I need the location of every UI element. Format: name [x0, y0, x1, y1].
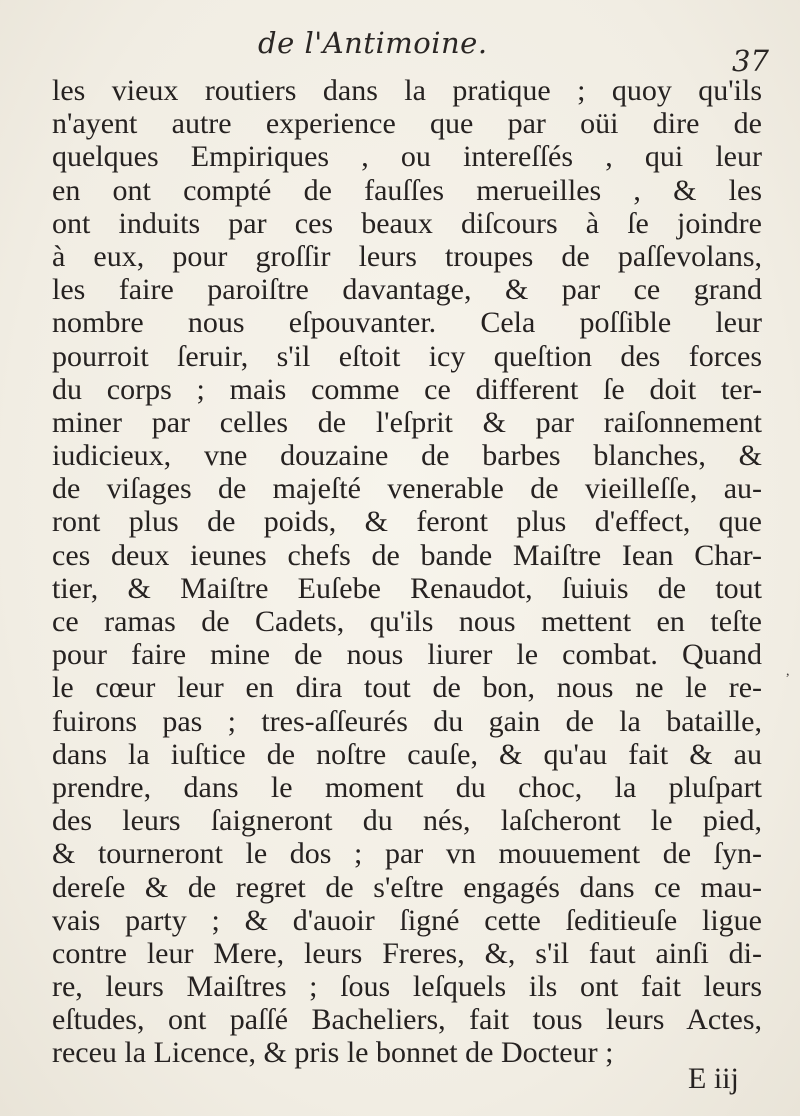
text-line: du corps ; mais comme ce different ſe doit ter-: [52, 372, 762, 406]
text-line: miner par celles de l'eſprit & par raiſonnement: [52, 405, 762, 439]
text-line: vais party ; & d'auoir ſigné cette ſeditieuſe ligue: [52, 903, 762, 937]
text-line: tier, & Maiſtre Euſebe Renaudot, ſuiuis de tout: [52, 571, 762, 605]
text-line: & tourneront le dos ; par vn mouuement de ſyn-: [52, 837, 762, 871]
text-line: dereſe & de regret de s'eſtre engagés dans ce mau-: [52, 870, 762, 904]
text-line: prendre, dans le moment du choc, la pluſpart: [52, 770, 762, 804]
text-line: nombre nous eſpouvanter. Cela poſſible leur: [52, 306, 762, 340]
text-line: les vieux routiers dans la pratique ; quoy qu'ils: [52, 74, 762, 107]
text-line: n'ayent autre experience que par oüi dire de: [52, 107, 762, 141]
text-line: re, leurs Maiſtres ; ſous leſquels ils ont fait leurs: [52, 970, 762, 1004]
page-body-text: [52, 74, 762, 1070]
text-line: quelques Empiriques , ou intereſſés , qui leur: [52, 140, 762, 174]
text-line: le cœur leur en dira tout de bon, nous ne le re-: [52, 671, 762, 705]
text-line: pour faire mine de nous liurer le combat. Quand: [52, 638, 762, 672]
text-line: les faire paroiſtre davantage, & par ce grand: [52, 273, 762, 307]
text-line: dans la iuſtice de noſtre cauſe, & qu'au fait & au: [52, 737, 762, 771]
margin-mark: ,: [786, 664, 790, 679]
text-line: en ont compté de fauſſes merueilles , & les: [52, 173, 762, 207]
text-line: pourroit ſeruir, s'il eſtoit icy queſtion des forces: [52, 339, 762, 373]
text-line: ce ramas de Cadets, qu'ils nous mettent en teſte: [52, 605, 762, 638]
text-line: iudicieux, vne douzaine de barbes blanches, &: [52, 439, 762, 473]
text-line: ces deux ieunes chefs de bande Maiſtre Iean Char-: [52, 538, 762, 572]
text-line: ont induits par ces beaux diſcours à ſe joindre: [52, 206, 762, 240]
text-line: eſtudes, ont paſſé Bacheliers, fait tous leurs Actes,: [52, 1003, 762, 1037]
text-line: fuirons pas ; tres-aſſeurés du gain de la bataille,: [52, 704, 762, 738]
text-line: à eux, pour groſſir leurs troupes de paſſevolans,: [52, 239, 762, 273]
text-line: des leurs ſaigneront du nés, laſcheront le pied,: [52, 804, 762, 838]
text-line: ront plus de poids, & feront plus d'effect, que: [52, 505, 762, 539]
text-line: de viſages de majeſté venerable de vieilleſſe, au-: [52, 472, 762, 506]
running-title: de l'Antimoine.: [258, 26, 488, 60]
page-number: 37: [732, 44, 769, 78]
signature-mark: E iij: [688, 1062, 739, 1095]
text-line: receu la Licence, & pris le bonnet de Docteur ;: [52, 1036, 614, 1070]
text-line: contre leur Mere, leurs Freres, &, s'il faut ainſi di-: [52, 936, 762, 970]
